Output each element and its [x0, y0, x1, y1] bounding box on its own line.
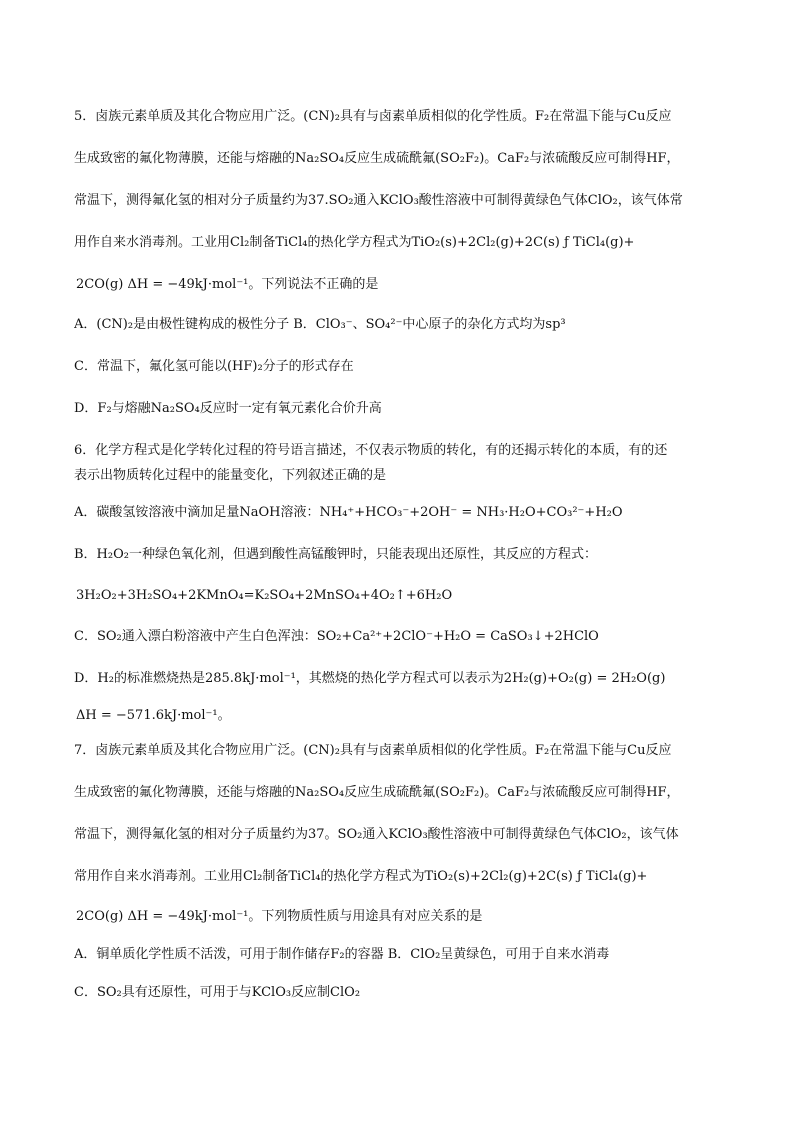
q6-option-b-equation: 3H₂O₂+3H₂SO₄+2KMnO₄=K₂SO₄+2MnSO₄+4O₂↑+6H₂O: [76, 588, 453, 603]
q5-line-2: 生成致密的氟化物薄膜，还能与熔融的Na₂SO₄反应生成硫酰氟(SO₂F₂)。CaF₂与浓硫酸反应可制得HF，: [74, 151, 680, 166]
q6-line-1: 6．化学方程式是化学转化过程的符号语言描述，不仅表示物质的转化，有的还揭示转化的本质，有的还: [74, 443, 668, 458]
q6-option-a: A．碳酸氢铵溶液中滴加足量NaOH溶液：NH₄⁺+HCO₃⁻+2OH⁻ = NH₃·H₂O+CO₃²⁻+H₂O: [74, 505, 623, 520]
q6-line-2: 表示出物质转化过程中的能量变化，下列叙述正确的是: [74, 468, 387, 483]
q6-option-d-cont: ΔH = −571.6kJ·mol⁻¹。: [76, 708, 231, 723]
q7-line-3: 常温下，测得氟化氢的相对分子质量约为37。SO₂通入KClO₃酸性溶液中可制得黄绿色气体ClO₂，该气体: [74, 827, 679, 842]
q7-option-c: C．SO₂具有还原性，可用于与KClO₃反应制ClO₂: [74, 985, 361, 1000]
q5-option-d: D．F₂与熔融Na₂SO₄反应时一定有氧元素化合价升高: [74, 401, 382, 416]
q5-line-3: 常温下，测得氟化氢的相对分子质量约为37.SO₂通入KClO₃酸性溶液中可制得黄绿色气体ClO₂，该气体常: [74, 193, 683, 208]
q5-option-ab: A．(CN)₂是由极性键构成的极性分子 B．ClO₃⁻、SO₄²⁻中心原子的杂化方式均为sp³: [74, 317, 566, 332]
q5-line-5: 2CO(g) ΔH = −49kJ·mol⁻¹。下列说法不正确的是: [76, 277, 379, 292]
q5-option-c: C．常温下，氟化氢可能以(HF)₂分子的形式存在: [74, 359, 354, 374]
q7-line-1: 7．卤族元素单质及其化合物应用广泛。(CN)₂具有与卤素单质相似的化学性质。F₂在常温下能与Cu反应: [74, 743, 672, 758]
q7-line-2: 生成致密的氟化物薄膜，还能与熔融的Na₂SO₄反应生成硫酰氟(SO₂F₂)。CaF₂与浓硫酸反应可制得HF，: [74, 785, 680, 800]
q6-option-c: C．SO₂通入漂白粉溶液中产生白色浑浊：SO₂+Ca²⁺+2ClO⁻+H₂O = CaSO₃↓+2HClO: [74, 629, 599, 644]
q5-line-1: 5．卤族元素单质及其化合物应用广泛。(CN)₂具有与卤素单质相似的化学性质。F₂在常温下能与Cu反应: [74, 109, 672, 124]
q6-option-b: B．H₂O₂一种绿色氧化剂，但遇到酸性高锰酸钾时，只能表现出还原性，其反应的方程式：: [74, 547, 597, 562]
q6-option-d: D．H₂的标准燃烧热是285.8kJ·mol⁻¹，其燃烧的热化学方程式可以表示为2H₂(g)+O₂(g) = 2H₂O(g): [74, 671, 666, 686]
q7-option-ab: A．铜单质化学性质不活泼，可用于制作储存F₂的容器 B．ClO₂呈黄绿色，可用于自来水消毒: [74, 947, 610, 962]
q7-line-4: 常用作自来水消毒剂。工业用Cl₂制备TiCl₄的热化学方程式为TiO₂(s)+2Cl₂(g)+2C(s) ƒ TiCl₄(g)+: [74, 869, 648, 884]
q7-line-5: 2CO(g) ΔH = −49kJ·mol⁻¹。下列物质性质与用途具有对应关系的是: [76, 909, 483, 924]
q5-line-4: 用作自来水消毒剂。工业用Cl₂制备TiCl₄的热化学方程式为TiO₂(s)+2Cl₂(g)+2C(s) ƒ TiCl₄(g)+: [74, 235, 635, 250]
